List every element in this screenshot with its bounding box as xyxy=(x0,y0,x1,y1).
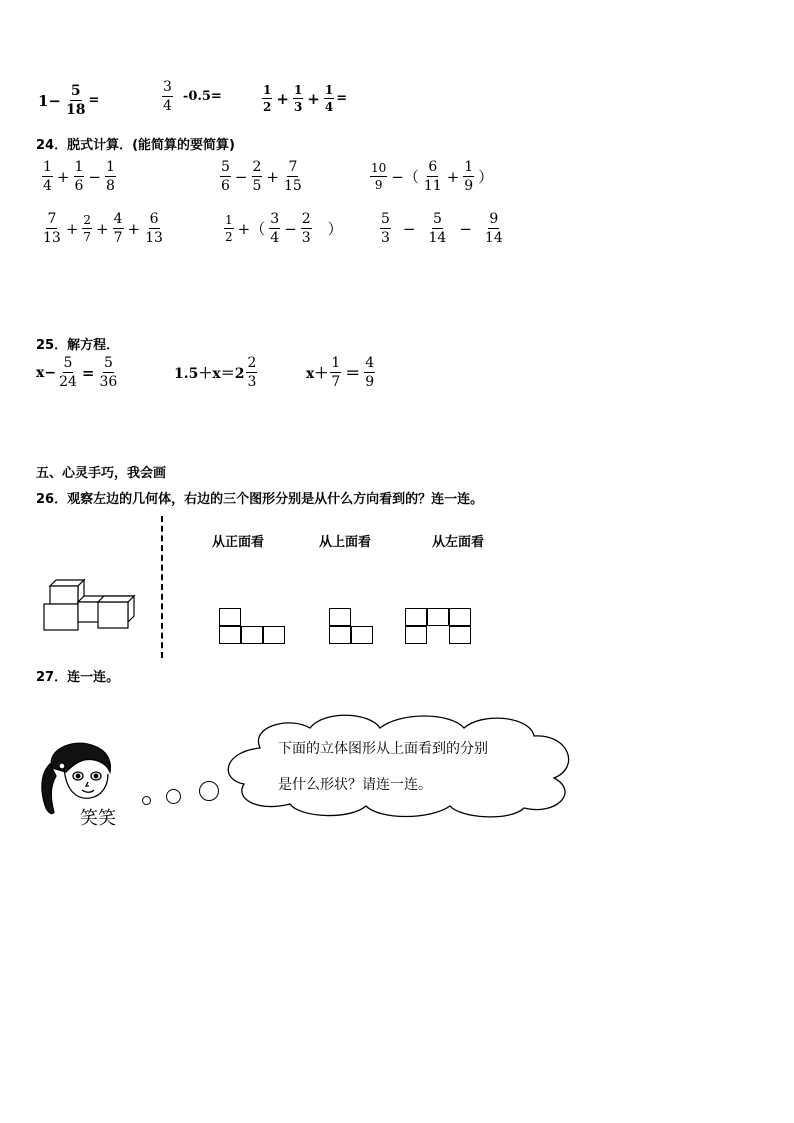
q25-b: 1.5＋x＝2 $\frac{2}{3}$ xyxy=(174,355,257,390)
label-left-view: 从左面看 xyxy=(432,535,485,550)
fraction: $\frac{1}{3}$ xyxy=(293,83,303,114)
expr-3: $\frac{1}{2}$ + $\frac{1}{3}$ + $\frac{1}{4}$ = xyxy=(263,83,348,114)
q24-c: $\frac{10}{9}$ −（ $\frac{6}{11}$ + $\frac{1}{9}$ ） xyxy=(371,159,494,194)
q24-title: 24．脱式计算．(能简算的要简算) xyxy=(36,138,235,153)
q24-f: $\frac{5}{3}$ − $\frac{5}{14}$ − $\frac{9}{14}$ xyxy=(381,211,503,246)
cloud-text-line-2: 是什么形状？请连一连。 xyxy=(278,777,432,793)
q25-c: x＋ $\frac{1}{7}$ ＝ $\frac{4}{9}$ xyxy=(306,355,375,390)
expr-2: $\frac{3}{4}$ -0.5= xyxy=(163,79,222,114)
view-shape-3[interactable] xyxy=(405,608,475,648)
cube-solid-figure xyxy=(40,570,144,634)
view-shape-2[interactable] xyxy=(329,608,377,648)
fraction: $\frac{5}{18}$ xyxy=(66,83,86,118)
view-shape-1[interactable] xyxy=(219,608,289,648)
character-name: 笑笑 xyxy=(80,808,116,829)
girl-character-illustration xyxy=(36,738,132,830)
fraction: $\frac{3}{4}$ xyxy=(163,79,172,114)
q25-a: x− $\frac{5}{24}$ = $\frac{5}{36}$ xyxy=(36,355,118,390)
expr-1: 1− $\frac{5}{18}$ = xyxy=(38,83,100,118)
thought-dot-medium xyxy=(166,789,181,804)
cloud-text-line-1: 下面的立体图形从上面看到的分别 xyxy=(278,741,488,757)
label-top-view: 从上面看 xyxy=(319,535,372,550)
thought-cloud xyxy=(220,708,586,820)
q24-a: $\frac{1}{4}$ + $\frac{1}{6}$ − $\frac{1}{8}$ xyxy=(43,159,115,194)
q24-d: $\frac{7}{13}$ + $\frac{2}{7}$ + $\frac{4}{7}$ + $\frac{6}{13}$ xyxy=(43,211,163,246)
dashed-divider xyxy=(161,516,163,658)
thought-dot-small xyxy=(142,796,151,805)
fraction: $\frac{1}{2}$ xyxy=(263,83,272,114)
section-5-title: 五、心灵手巧，我会画 xyxy=(36,466,167,481)
q27-title: 27．连一连。 xyxy=(36,670,120,685)
q24-b: $\frac{5}{6}$ − $\frac{2}{5}$ + $\frac{7}{15}$ xyxy=(221,159,302,194)
q24-e: $\frac{1}{2}$ +（ $\frac{3}{4}$ − $\frac{2}{3}$ ） xyxy=(225,211,343,246)
label-front-view: 从正面看 xyxy=(212,535,265,550)
fraction: $\frac{1}{4}$ xyxy=(324,83,334,114)
q25-title: 25．解方程． xyxy=(36,338,120,353)
thought-dot-large xyxy=(199,781,219,801)
q26-title: 26．观察左边的几何体，右边的三个图形分别是从什么方向看到的？连一连。 xyxy=(36,492,484,507)
